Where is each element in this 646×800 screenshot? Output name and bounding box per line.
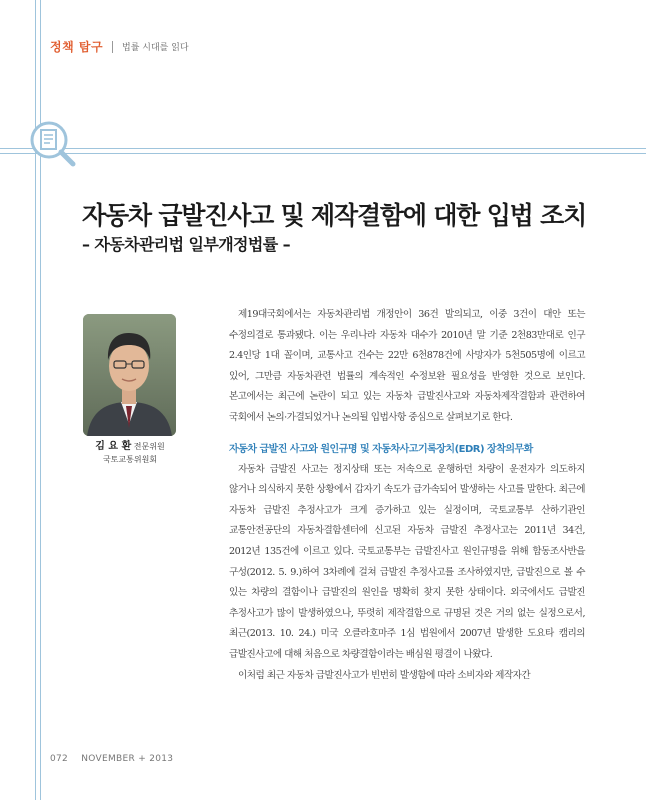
article-title: 자동차 급발진사고 및 제작결함에 대한 입법 조치 [82, 201, 587, 230]
header-divider [112, 41, 113, 53]
body-paragraph: 이처럼 최근 자동차 급발진사고가 빈번히 발생함에 따라 소비자와 제작자간 [238, 669, 531, 681]
section-heading: 자동차 급발진 사고와 원인규명 및 자동차사고기록장치(EDR) 장착의무화 [229, 443, 533, 455]
page-number: 072 [50, 754, 69, 764]
intro-paragraph: 제19대국회에서는 자동차관리법 개정안이 36건 발의되고, 이중 3건이 대안 또는 수정의결로 통과됐다. 이는 우리나라 자동차 대수가 2010년 말 기준 2천83만대로 인구 2.4인당 1대 꼴이며, 교통사고 건수는 22만 6천878건에 사망자가 5천505명에 이르고 있어, 그만큼 자동차관련 법률의 계속적인 수정보완 필요성을 반영한 것으로 보인다. 본고에서는 최근에 논란이 되고 있는 자동차 급발진사고와 자동차제작결함과 관련하여 국회에서 논의·가결되었거나 논의될 입법사항 중심으로 살펴보기로 한다. [229, 309, 585, 423]
author-caption [80, 440, 180, 466]
subsection-label: 법률 시대를 읽다 [122, 43, 189, 53]
author-role: 전문위원 [133, 442, 165, 451]
issue-label: NOVEMBER + 2013 [81, 754, 174, 764]
author-org: 국토교통위원회 [102, 455, 158, 464]
running-header [50, 38, 189, 55]
article-body [229, 305, 585, 686]
author-photo [83, 314, 176, 436]
frame-horizontal-line [0, 148, 646, 149]
frame-horizontal-line [0, 153, 646, 154]
author-name: 김 요 환 [95, 441, 132, 452]
body-paragraph: 자동차 급발진 사고는 정지상태 또는 저속으로 운행하던 차량이 운전자가 의도하지 않거나 의식하지 못한 상황에서 갑자기 속도가 급가속되어 발생하는 사고를 말한다. 최근에 자동차 급발진 추정사고가 크게 증가하고 있는 실정이며, 국토교통부 산하기관인 교통안전공단의 자동차결함센터에 신고된 자동차 급발진 추정사고는 2011년 34건, 2012년 135건에 이르고 있다. 국토교통부는 급발진사고 원인규명을 위해 합동조사반을 구성(2012. 5. 9.)하여 3차례에 걸쳐 급발진 추정사고를 조사하였지만, 급발진으로 볼 수 있는 차량의 결함이나 급발진의 원인을 명확히 찾지 못한 상태이다. 외국에서도 급발진 추정사고가 많이 발생하였으나, 뚜렷히 제작결함으로 규명된 것은 거의 없는 실정으로서, 최근(2013. 10. 24.) 미국 오클라호마주 1심 법원에서 2007년 발생한 도요타 캠리의 급발진사고에 대해 처음으로 차량결함이라는 배심원 평결이 나왔다. [229, 463, 585, 660]
page-footer [50, 754, 173, 764]
section-label: 정책 탐구 [50, 40, 104, 54]
magnifier-document-icon [25, 116, 81, 172]
article-subtitle: – 자동차관리법 일부개정법률 – [82, 235, 290, 254]
